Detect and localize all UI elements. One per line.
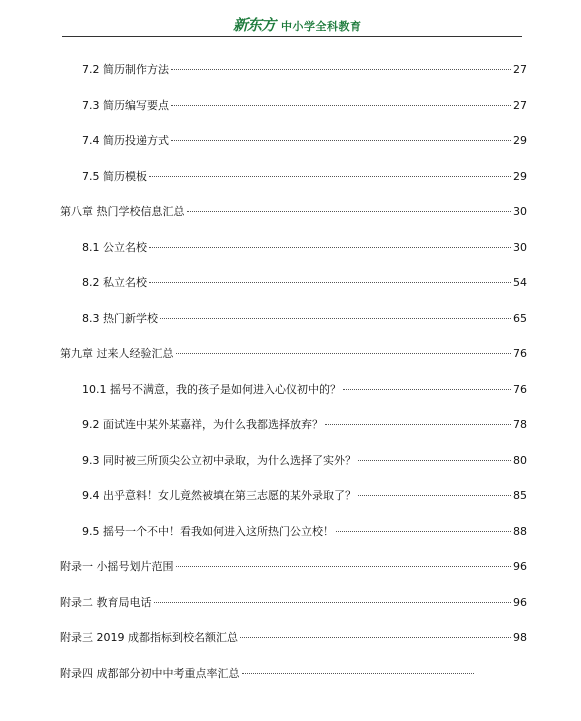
toc-page-number: 96	[513, 560, 527, 573]
toc-page-number: 98	[513, 631, 527, 644]
toc-dot-leader	[325, 424, 511, 425]
toc-dot-leader	[358, 495, 511, 496]
toc-dot-leader	[149, 176, 511, 177]
toc-page-number: 27	[513, 98, 527, 112]
toc-entry[interactable]	[82, 312, 527, 326]
toc-entry-label: 10.1 摇号不满意，我的孩子是如何进入心仪初中的？	[82, 382, 341, 396]
toc-entry[interactable]	[60, 631, 527, 645]
toc-page-number: 65	[513, 311, 527, 325]
toc-page-number: 54	[513, 276, 527, 289]
toc-entry[interactable]	[82, 489, 527, 503]
toc-entry-label: 第九章 过来人经验汇总	[60, 347, 174, 360]
toc-entry-label: 8.3 热门新学校	[82, 311, 158, 325]
toc-entry[interactable]	[82, 99, 527, 113]
toc-dot-leader	[171, 105, 511, 106]
toc-page-number: 88	[513, 524, 527, 538]
toc-dot-leader	[176, 566, 512, 567]
header-rule	[62, 36, 522, 37]
toc-page-number: 29	[513, 169, 527, 183]
brand-tagline: 中小学全科教育	[281, 20, 362, 33]
toc-entry[interactable]	[82, 170, 527, 184]
toc-entry-label: 9.3 同时被三所顶尖公立初中录取，为什么选择了实外？	[82, 453, 356, 467]
toc-entry-label: 第八章 热门学校信息汇总	[60, 205, 185, 218]
toc-entry-label: 9.5 摇号一个不中！看我如何进入这所热门公立校！	[82, 524, 334, 538]
toc-page-number: 30	[513, 240, 527, 254]
toc-page-number: 30	[513, 205, 527, 218]
toc-entry-label: 7.5 简历模板	[82, 169, 147, 183]
toc-entry[interactable]	[60, 205, 527, 219]
toc-entry[interactable]	[82, 276, 527, 290]
toc-entry-label: 附录三 2019 成都指标到校名额汇总	[60, 631, 238, 644]
toc-dot-leader	[149, 282, 511, 283]
toc-dot-leader	[242, 673, 475, 674]
toc-entry[interactable]	[82, 383, 527, 397]
toc-entry[interactable]	[60, 347, 527, 361]
toc-page-number: 78	[513, 418, 527, 431]
toc-page-number: 85	[513, 489, 527, 502]
brand	[233, 14, 362, 35]
toc-page-number: 76	[513, 382, 527, 396]
toc-dot-leader	[171, 140, 511, 141]
toc-entry-label: 7.3 简历编写要点	[82, 98, 169, 112]
toc-entry[interactable]	[82, 134, 527, 148]
toc-dot-leader	[154, 602, 512, 603]
toc-entry[interactable]	[82, 525, 527, 539]
toc-entry[interactable]	[82, 454, 527, 468]
toc-dot-leader	[171, 69, 511, 70]
toc-page-number: 80	[513, 453, 527, 467]
toc-dot-leader	[336, 531, 511, 532]
toc-entry-label: 附录一 小摇号划片范围	[60, 560, 174, 573]
toc-entry[interactable]	[82, 418, 527, 432]
toc-entry-label: 9.2 面试连中某外某嘉祥，为什么我都选择放弃？	[82, 418, 323, 431]
toc-dot-leader	[176, 353, 512, 354]
toc-entry-label: 7.2 简历制作方法	[82, 63, 169, 76]
brand-logo: 新东方	[233, 16, 276, 34]
toc-entry[interactable]	[82, 63, 527, 77]
toc-page-number: 76	[513, 347, 527, 360]
toc-entry[interactable]	[60, 596, 527, 610]
toc-page-number: 27	[513, 63, 527, 76]
toc-page-number: 29	[513, 134, 527, 147]
toc-dot-leader	[358, 460, 511, 461]
toc-dot-leader	[343, 389, 511, 390]
toc-page-number: 96	[513, 595, 527, 609]
toc-entry-label: 8.1 公立名校	[82, 240, 147, 254]
toc-entry-label: 7.4 简历投递方式	[82, 134, 169, 147]
toc-entry-label: 附录四 成都部分初中中考重点率汇总	[60, 666, 240, 680]
toc-entry[interactable]	[82, 241, 527, 255]
toc-dot-leader	[240, 637, 511, 638]
toc-entry-label: 附录二 教育局电话	[60, 595, 152, 609]
toc-entry-label: 8.2 私立名校	[82, 276, 147, 289]
toc-entry[interactable]	[60, 560, 527, 574]
toc-entry-label: 9.4 出乎意料！女儿竟然被填在第三志愿的某外录取了？	[82, 489, 356, 502]
toc-dot-leader	[187, 211, 512, 212]
page-header	[0, 0, 581, 40]
toc-dot-leader	[160, 318, 511, 319]
toc-entry[interactable]	[60, 667, 476, 681]
toc-dot-leader	[149, 247, 511, 248]
